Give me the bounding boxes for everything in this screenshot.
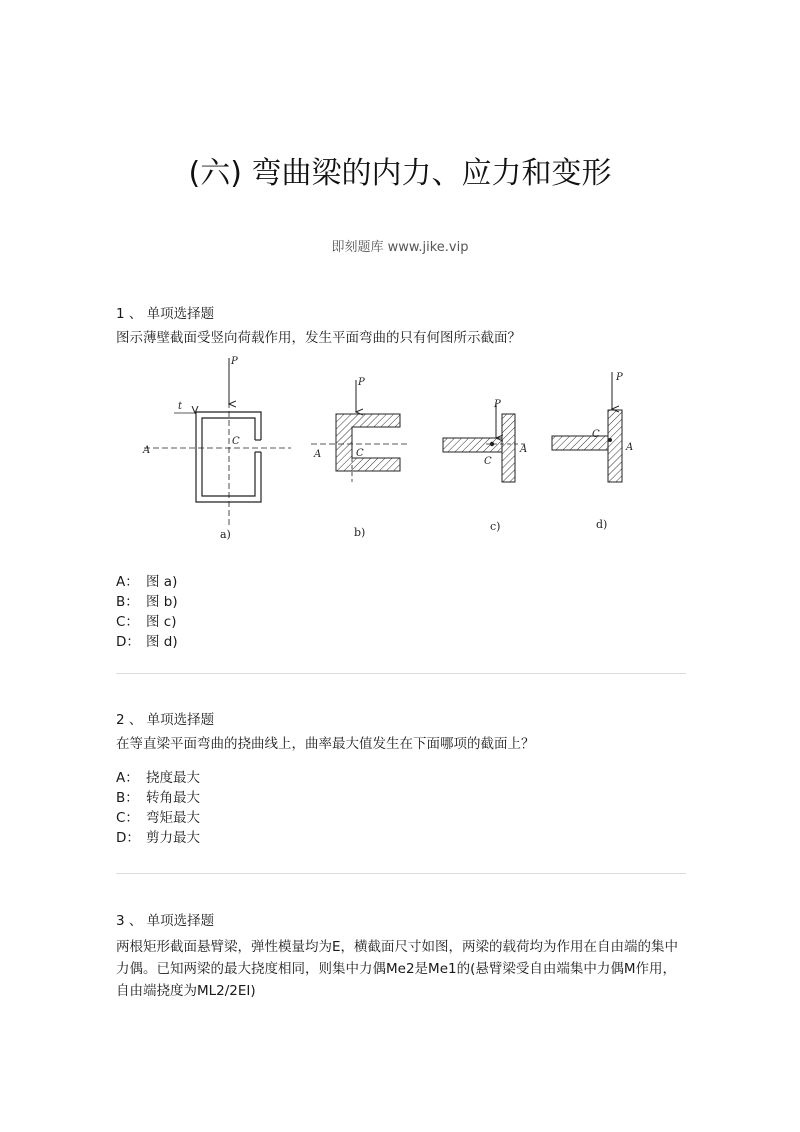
option-label: C： (116, 810, 139, 826)
section-b-load-label: P (358, 377, 365, 388)
question-1-options (116, 572, 686, 652)
section-d-axis-label: A (626, 442, 634, 453)
section-c-diagram (443, 399, 528, 533)
section-c-load-label: P (494, 399, 501, 410)
question-2-options (116, 768, 686, 848)
option-label: A： (116, 770, 139, 786)
option-b[interactable] (116, 788, 686, 808)
section-a-diagram (142, 356, 291, 541)
section-c-centroid-label: C (484, 456, 492, 467)
option-d[interactable] (116, 828, 686, 848)
question-1 (116, 304, 686, 348)
divider (116, 873, 686, 874)
section-a-caption: a) (220, 528, 231, 541)
section-b-diagram (311, 377, 408, 539)
section-b-centroid-label: C (356, 448, 364, 459)
page-title: (六) 弯曲梁的内力、应力和变形 (188, 156, 612, 191)
question-1-head: 1 、 单项选择题 (116, 306, 215, 322)
question-2-stem: 在等直梁平面弯曲的挠曲线上，曲率最大值发生在下面哪项的截面上？ (116, 736, 535, 752)
option-c[interactable] (116, 612, 686, 632)
question-3-head: 3 、 单项选择题 (116, 913, 215, 929)
question-2 (116, 710, 686, 848)
option-text: 图 d) (146, 634, 178, 650)
question-1-figure (116, 352, 686, 552)
option-text: 挠度最大 (146, 770, 200, 786)
option-label: D： (116, 634, 140, 650)
divider (116, 673, 686, 674)
option-text: 图 a) (146, 574, 178, 590)
section-a-thickness-label: t (178, 401, 183, 412)
section-a-load-label: P (231, 356, 238, 367)
option-c[interactable] (116, 808, 686, 828)
option-text: 图 b) (146, 594, 178, 610)
section-a-centroid-label: C (232, 436, 240, 447)
option-label: B： (116, 594, 139, 610)
section-d-diagram (552, 372, 633, 531)
option-label: C： (116, 614, 139, 630)
section-c-caption: c) (490, 520, 501, 533)
option-b[interactable] (116, 592, 686, 612)
section-d-load-label: P (616, 372, 623, 383)
option-a[interactable] (116, 572, 686, 592)
option-label: D： (116, 830, 140, 846)
section-b-axis-label: A (314, 449, 322, 460)
option-label: B： (116, 790, 139, 806)
section-c-axis-label: A (520, 444, 528, 455)
option-text: 转角最大 (146, 790, 200, 806)
option-a[interactable] (116, 768, 686, 788)
question-3-stem: 两根矩形截面悬臂梁，弹性模量均为E，横截面尺寸如图，两梁的载荷均为作用在自由端的集中力偶。已知两梁的最大挠度相同，则集中力偶Me2是Me1的(悬臂梁受自由端集中力偶M作用，自由端挠度为ML2/2EI) (116, 939, 679, 999)
section-d-centroid-label: C (592, 429, 600, 440)
option-d[interactable] (116, 632, 686, 652)
option-text: 图 c) (146, 614, 177, 630)
page-subtitle: 即刻题库 www.jike.vip (331, 240, 469, 255)
option-text: 弯矩最大 (146, 810, 200, 826)
section-a-axis-label: A (143, 445, 151, 456)
option-label: A： (116, 574, 139, 590)
question-3 (116, 910, 686, 1002)
section-b-caption: b) (354, 526, 366, 539)
question-2-head: 2 、 单项选择题 (116, 712, 215, 728)
section-d-caption: d) (596, 518, 608, 531)
question-1-stem: 图示薄壁截面受竖向荷载作用，发生平面弯曲的只有何图所示截面？ (116, 330, 521, 346)
option-text: 剪力最大 (146, 830, 200, 846)
